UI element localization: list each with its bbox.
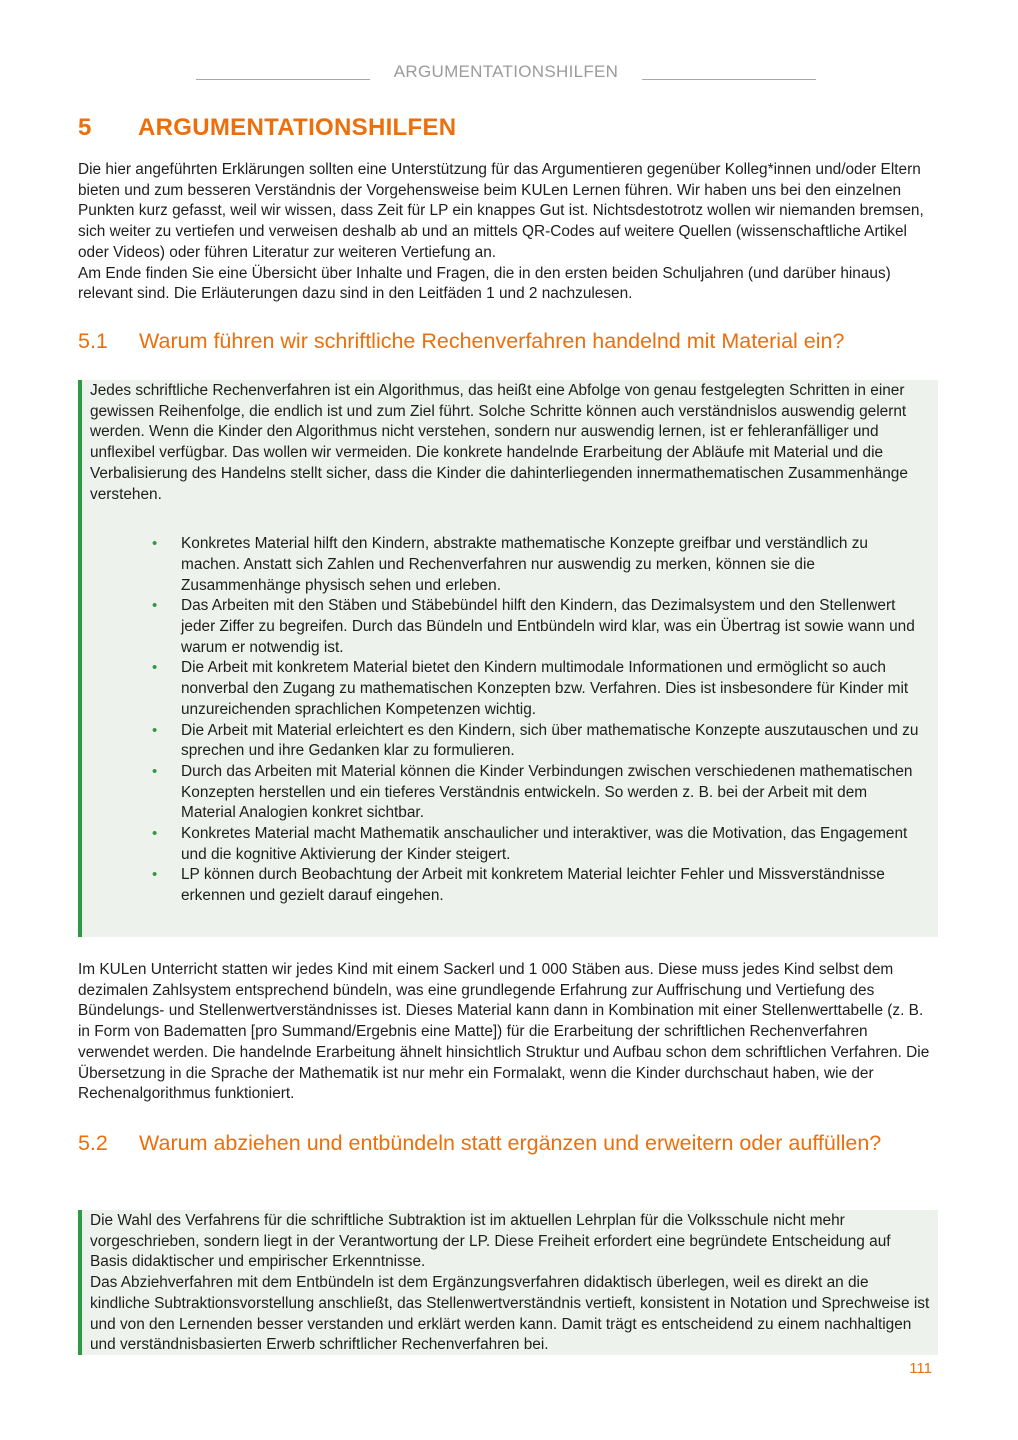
- section-number: 5.1: [78, 329, 108, 353]
- intro-paragraph: [78, 160, 938, 305]
- info-box-5-2: [78, 1210, 938, 1355]
- bullet-icon: •: [152, 866, 158, 884]
- bullet-list: [90, 534, 930, 907]
- box-paragraph: Jedes schriftliche Rechenverfahren ist ein Algorithmus, das heißt eine Abfolge von genau festgelegten Schritten in einer gewissen Reihenfolge, die endlich ist und zum Ziel führt. Solche Schritte können auch verständnislos auswendig gelernt werden. Wenn die Kinder den Algorithmus nicht verstehen, sondern nur auswendig lernen, ist er fehleranfälliger und unflexibel verfügbar. Das wollen wir vermeiden. Die konkrete handelnde Erarbeitung der Abläufe mit Material und die Verbalisierung des Handelns stellt sicher, dass die Kinder die dahinterliegenden innermathematischen Zusammenhänge verstehen.: [90, 382, 908, 503]
- bullet-icon: •: [152, 762, 158, 780]
- info-box-5-1: [78, 380, 938, 937]
- running-header-title: ARGUMENTATIONSHILFEN: [393, 62, 619, 81]
- list-item: [90, 721, 930, 762]
- section-heading-5-1: [78, 327, 938, 356]
- list-item: [90, 534, 930, 596]
- list-item: [90, 658, 930, 720]
- bullet-icon: •: [152, 825, 158, 843]
- list-item-text: Durch das Arbeiten mit Material können die Kinder Verbindungen zwischen verschiedenen mathematischen Konzepten herstellen und ein tieferes Verständnis entwickeln. So werden z. B. bei der Arbeit mit dem Material Analogien konkret sichtbar.: [181, 762, 913, 822]
- list-item: [90, 762, 930, 824]
- chapter-title: ARGUMENTATIONSHILFEN: [138, 114, 457, 141]
- list-item: [90, 824, 930, 865]
- running-header: [196, 60, 816, 84]
- chapter-number: 5: [78, 114, 92, 141]
- list-item-text: Das Arbeiten mit den Stäben und Stäbebündel hilft den Kindern, das Dezimalsystem und den Stellenwert jeder Ziffer zu begreifen. Durch das Bündeln und Entbündeln wird klar, was ein Übertrag ist sowie wann und warum er notwendig ist.: [181, 597, 915, 656]
- intro-text-2: Am Ende finden Sie eine Übersicht über Inhalte und Fragen, die in den ersten beiden Schuljahren (und darüber hinaus) relevant sind. Die Erläuterungen dazu sind in den Leitfäden 1 und 2 nachzulesen.: [78, 264, 891, 303]
- list-item-text: Die Arbeit mit Material erleichtert es den Kindern, sich über mathematische Konzepte auszutauschen und zu sprechen und ihre Gedanken klar zu formulieren.: [181, 721, 919, 760]
- box-paragraph: Die Wahl des Verfahrens für die schriftliche Subtraktion ist im aktuellen Lehrplan für die Volksschule nicht mehr vorgeschrieben, sondern liegt in der Verantwortung der LP. Diese Freiheit erfordert eine begründete Entscheidung auf Basis didaktischer und empirischer Erkenntnisse.: [90, 1212, 891, 1271]
- list-item-text: Die Arbeit mit konkretem Material bietet den Kindern multimodale Informationen und ermöglicht so auch nonverbal den Zugang zu mathematischen Konzepten bzw. Verfahren. Dies ist insbesondere für Kinder mit unzureichenden sprachlichen Kompetenzen wichtig.: [181, 659, 909, 718]
- section-title: Warum abziehen und entbündeln statt ergänzen und erweitern oder auffüllen?: [139, 1131, 882, 1155]
- bullet-icon: •: [152, 721, 158, 739]
- list-item-text: LP können durch Beobachtung der Arbeit mit konkretem Material leichter Fehler und Missverständnisse erkennen und gezielt darauf eingehen.: [181, 866, 885, 905]
- bullet-icon: •: [152, 597, 158, 615]
- list-item: [90, 865, 930, 906]
- bullet-icon: •: [152, 535, 158, 553]
- list-item: [90, 596, 930, 658]
- section-heading-5-2: [78, 1129, 938, 1158]
- body-paragraph-5-1: [78, 960, 938, 1105]
- list-item-text: Konkretes Material hilft den Kindern, abstrakte mathematische Konzepte greifbar und verständlich zu machen. Anstatt sich Zahlen und Rechenverfahren nur auswendig zu merken, können sie die Zusammenhänge physisch sehen und erleben.: [181, 535, 868, 594]
- section-number: 5.2: [78, 1131, 108, 1155]
- header-rule-right: [642, 79, 816, 80]
- body-text: Im KULen Unterricht statten wir jedes Kind mit einem Sackerl und 1 000 Stäben aus. Diese muss jedes Kind selbst dem dezimalen Zahlsystem entsprechend bündeln, was eine grundlegende Erfahrung zur Auffrischung und Vertiefung des Bündelungs- und Stellenwertverständnisses ist. Dieses Material kann dann in Kombination mit einer Stellenwerttabelle (z. B. in Form von Badematten [pro Summand/Ergebnis eine Matte]) für die Erarbeitung der schriftlichen Rechenverfahren verwendet werden. Die handelnde Erarbeitung ähnelt hinsichtlich Struktur und Aufbau schon dem schriftlichen Verfahren. Die Übersetzung in die Sprache der Mathematik ist nur mehr ein Formalakt, wenn die Kinder durchschaut haben, wie der Rechenalgorithmus funktioniert.: [78, 961, 930, 1103]
- chapter-heading: [78, 108, 456, 142]
- page-number: 111: [909, 1360, 932, 1377]
- list-item-text: Konkretes Material macht Mathematik anschaulicher und interaktiver, was die Motivation, das Engagement und die kognitive Aktivierung der Kinder steigert.: [181, 825, 908, 863]
- bullet-icon: •: [152, 659, 158, 677]
- box-paragraph: Das Abziehverfahren mit dem Entbündeln ist dem Ergänzungsverfahren didaktisch überlegen, weil es direkt an die kindliche Subtraktionsvorstellung anschließt, das Stellenwertverständnis vertieft, konsistent in Notation und Sprechweise ist und von den Lernenden besser verstanden und erklärt werden kann. Damit trägt es entscheidend zu einem nachhaltigen und verständnisbasierten Erwerb schriftlicher Rechenverfahren bei.: [90, 1274, 930, 1354]
- intro-text: Die hier angeführten Erklärungen sollten eine Unterstützung für das Argumentieren gegenüber Kolleg*innen und/oder Eltern bieten und zum besseren Verständnis der Vorgehensweise beim KULen Lernen führen. Wir haben uns bei den einzelnen Punkten kurz gefasst, weil wir wissen, dass Zeit für LP ein knappes Gut ist. Nichtsdestotrotz wollen wir niemanden bremsen, sich weiter zu vertiefen und verweisen deshalb ab und an mittels QR-Codes auf weitere Quellen (wissenschaftliche Artikel oder Videos) oder führen Literatur zur weiteren Vertiefung an.: [78, 161, 924, 261]
- section-title: Warum führen wir schriftliche Rechenverfahren handelnd mit Material ein?: [139, 329, 845, 353]
- header-rule-left: [196, 79, 370, 80]
